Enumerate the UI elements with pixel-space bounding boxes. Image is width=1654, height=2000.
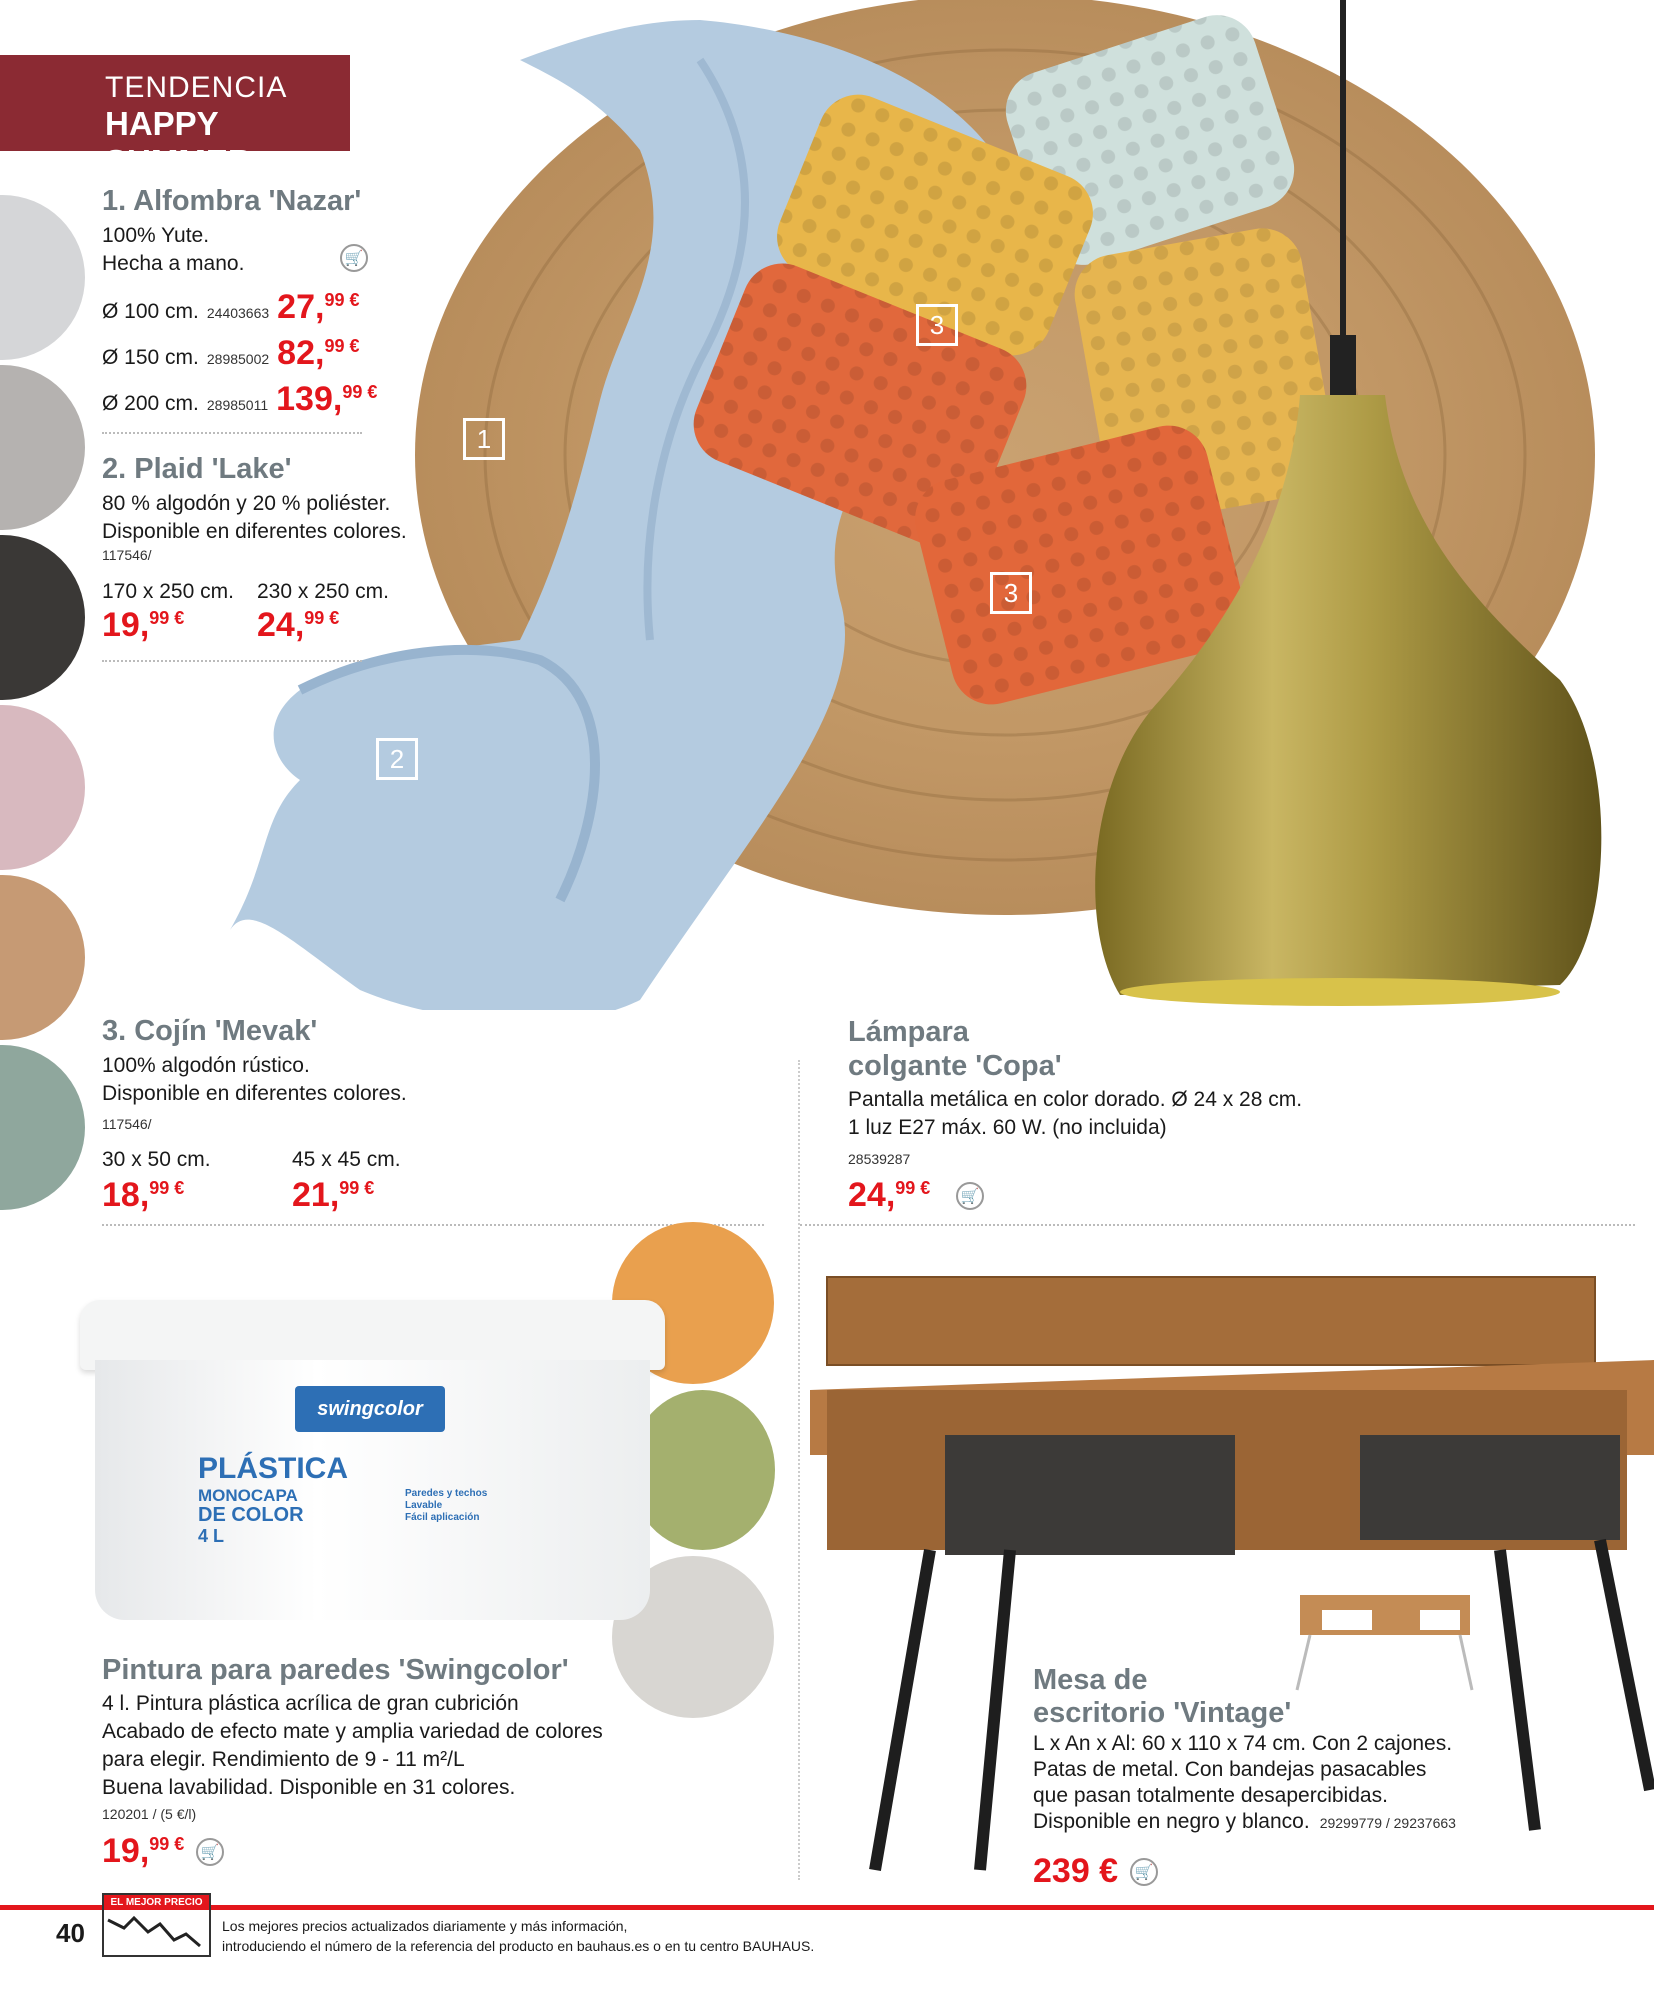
plaid-price-b: 24,$^{99 €}$ (257, 606, 340, 644)
bucket-name-2: MONOCAPA (198, 1486, 298, 1505)
product-title-rug: 1. Alfombra 'Nazar' (102, 185, 362, 217)
cushion-desc-2: Disponible en diferentes colores. (102, 1082, 407, 1105)
divider (102, 1224, 764, 1226)
footer-rule (0, 1905, 1654, 1910)
image-label-cushion-a: 3 (916, 304, 958, 346)
plaid-size-b: 230 x 250 cm. (257, 580, 389, 603)
desk-desc-4-row (1033, 1808, 1456, 1836)
cushion-ref: 117546/ (102, 1116, 152, 1132)
best-price-label: EL MEJOR PRECIO (104, 1895, 209, 1910)
rug-size: Ø 150 cm. (102, 346, 199, 369)
trend-title: HAPPY SUMMER (105, 105, 252, 180)
rug-desc-1: 100% Yute. (102, 224, 210, 247)
lamp-price: 24,$^{99 €}$ (848, 1176, 931, 1214)
divider (800, 1224, 1635, 1226)
product-title-cushion: 3. Cojín 'Mevak' (102, 1015, 318, 1047)
rug-desc-2: Hecha a mano. (102, 252, 245, 275)
rug-ref: 24403663 (206, 305, 270, 321)
desk-price: 239 € (1033, 1852, 1119, 1890)
image-label-rug: 1 (463, 418, 505, 460)
cart-icon[interactable]: 🛒 (1130, 1858, 1158, 1886)
cart-icon[interactable]: 🛒 (196, 1838, 224, 1866)
cushion-size-a: 30 x 50 cm. (102, 1148, 211, 1171)
price-down-chart-icon (104, 1910, 205, 1950)
paint-desc-1: 4 l. Pintura plástica acrílica de gran cubrición (102, 1692, 519, 1715)
rug-ref: 28985011 (206, 397, 269, 413)
best-price-badge (102, 1893, 211, 1957)
divider (102, 660, 362, 662)
trend-header (0, 55, 350, 180)
product-title-lamp-2: colgante 'Copa' (848, 1050, 1062, 1082)
rug-size: Ø 200 cm. (102, 392, 199, 415)
paint-desc-2: Acabado de efecto mate y amplia variedad de colores (102, 1720, 603, 1743)
swingcolor-logo: swingcolor (295, 1386, 445, 1432)
divider (102, 432, 362, 434)
page-number: 40 (56, 1918, 85, 1948)
cushion-desc-1: 100% algodón rústico. (102, 1054, 310, 1077)
paint-desc-4: Buena lavabilidad. Disponible en 31 colores. (102, 1776, 516, 1799)
cushion-size-b: 45 x 45 cm. (292, 1148, 401, 1171)
bucket-name-3: DE COLOR (198, 1504, 304, 1526)
plaid-desc-1: 80 % algodón y 20 % poliéster. (102, 492, 391, 515)
desk-desc-1: L x An x Al: 60 x 110 x 74 cm. Con 2 cajones. (1033, 1732, 1453, 1755)
image-label-plaid: 2 (376, 738, 418, 780)
rug-size: Ø 100 cm. (102, 300, 199, 323)
desk-refs: 29299779 / 29237663 (1319, 1815, 1456, 1831)
lamp-desc-2: 1 luz E27 máx. 60 W. (no incluida) (848, 1116, 1167, 1139)
product-title-desk-1: Mesa de (1033, 1664, 1148, 1696)
bucket-feature-3: Fácil aplicación (405, 1512, 480, 1523)
desk-desc-2: Patas de metal. Con bandejas pasacables (1033, 1758, 1427, 1781)
paint-desc-3: para elegir. Rendimiento de 9 - 11 m²/L (102, 1748, 465, 1771)
trend-label: TENDENCIA (105, 71, 288, 104)
lamp-desc-1: Pantalla metálica en color dorado. Ø 24 x 28 cm. (848, 1088, 1303, 1111)
cart-icon[interactable]: 🛒 (340, 244, 368, 272)
plaid-price-a: 19,$^{99 €}$ (102, 606, 185, 644)
product-title-desk-2: escritorio 'Vintage' (1033, 1697, 1292, 1729)
plaid-desc-2: Disponible en diferentes colores. (102, 520, 407, 543)
rug-price: 27,$^{99 €}$ (277, 288, 360, 326)
bucket-feature-1: Paredes y techos (405, 1488, 488, 1499)
rug-price-row-2 (102, 334, 359, 373)
bucket-feature-2: Lavable (405, 1500, 443, 1511)
cushion-price-b: 21,$^{99 €}$ (292, 1176, 375, 1214)
paint-bucket (80, 1300, 665, 1630)
product-title-paint: Pintura para paredes 'Swingcolor' (102, 1654, 569, 1686)
plaid-ref: 117546/ (102, 547, 152, 563)
paint-ref: 120201 / (5 €/l) (102, 1806, 197, 1822)
cushion-price-a: 18,$^{99 €}$ (102, 1176, 185, 1214)
desk-desc-3: que pasan totalmente desapercibidas. (1033, 1784, 1388, 1807)
lamp-ref: 28539287 (848, 1151, 911, 1167)
rug-price: 139,$^{99 €}$ (276, 380, 378, 418)
paint-price: 19,$^{99 €}$ (102, 1832, 185, 1870)
rug-ref: 28985002 (206, 351, 270, 367)
product-title-plaid: 2. Plaid 'Lake' (102, 453, 292, 485)
footer-text-1: Los mejores precios actualizados diariamente y más información, (222, 1918, 628, 1934)
color-swatch-6 (0, 1045, 85, 1210)
desk-desc-4: Disponible en negro y blanco. (1033, 1810, 1310, 1833)
image-label-cushion-b: 3 (990, 572, 1032, 614)
rug-price-row-1 (102, 288, 359, 327)
bucket-name-1: PLÁSTICA (198, 1452, 348, 1485)
rug-price: 82,$^{99 €}$ (277, 334, 360, 372)
rug-price-row-3 (102, 380, 377, 419)
footer-text-2: introduciendo el número de la referencia del producto en bauhaus.es o en tu centro BAUHAUS. (222, 1938, 815, 1954)
plaid-size-a: 170 x 250 cm. (102, 580, 234, 603)
product-title-lamp-1: Lámpara (848, 1016, 969, 1048)
cart-icon[interactable]: 🛒 (956, 1182, 984, 1210)
bucket-volume: 4 L (198, 1526, 225, 1546)
